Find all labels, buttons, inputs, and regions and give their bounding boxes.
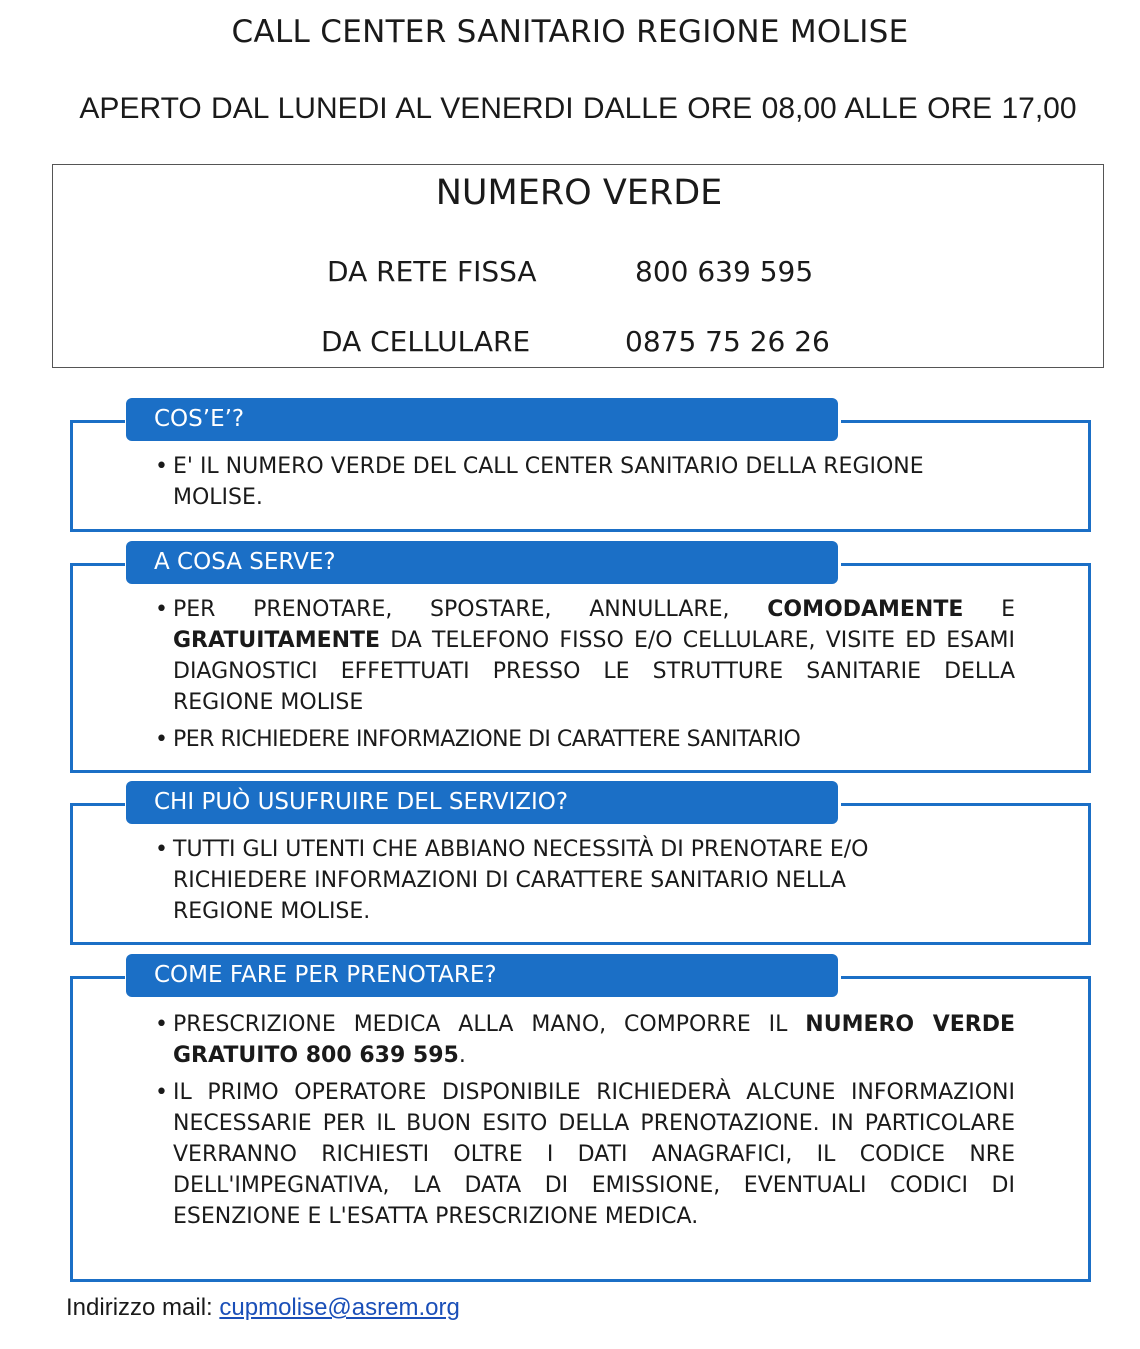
- landline-number: 800 639 595: [635, 255, 814, 288]
- section-border: [73, 803, 125, 806]
- section-title: COS’E’?: [126, 398, 838, 441]
- section-who-can-use: [70, 789, 1091, 945]
- section-border: [73, 976, 125, 979]
- section-title: COME FARE PER PRENOTARE?: [126, 954, 838, 997]
- list-item: [155, 834, 953, 927]
- bullet-text: E: [963, 597, 1015, 622]
- section-border: [841, 420, 1088, 423]
- bullet-list: [155, 594, 1015, 755]
- mobile-label: DA CELLULARE: [321, 325, 531, 358]
- bullet-bold-text: NUMERO VERDE GRATUITO 800 639 595: [173, 1012, 1015, 1068]
- bullet-icon: •: [155, 837, 168, 862]
- bullet-text: DA TELEFONO FISSO E/O CELLULARE, VISITE ED ESAMI DIAGNOSTICI EFFETTUATI PRESSO LE STRUTTURE SANITARIE DELLA REGIONE MOLISE: [173, 628, 1015, 715]
- section-border: [841, 803, 1088, 806]
- bullet-text: PER PRENOTARE, SPOSTARE, ANNULLARE,: [173, 597, 768, 622]
- section-how-to-book: [70, 962, 1091, 1282]
- section-title: A COSA SERVE?: [126, 541, 838, 584]
- section-border: [841, 563, 1088, 566]
- mobile-number: 0875 75 26 26: [625, 325, 830, 358]
- section-border: [841, 976, 1088, 979]
- bullet-text: TUTTI GLI UTENTI CHE ABBIANO NECESSITÀ DI PRENOTARE E/O RICHIEDERE INFORMAZIONI DI CARATTERE SANITARIO NELLA REGIONE MOLISE.: [173, 837, 869, 924]
- section-border: [73, 563, 125, 566]
- bullet-list: [155, 1009, 1015, 1232]
- bullet-text: PRESCRIZIONE MEDICA ALLA MANO, COMPORRE IL: [173, 1012, 806, 1037]
- bullet-bold-text: COMODAMENTE: [767, 597, 964, 622]
- email-line: [66, 1294, 460, 1322]
- list-item: [155, 451, 1015, 513]
- list-item: [155, 1009, 1015, 1071]
- bullet-list: [155, 834, 1015, 927]
- phone-box: [52, 164, 1104, 368]
- list-item: [155, 724, 1015, 755]
- list-item: [155, 1077, 1015, 1232]
- section-title: CHI PUÒ USUFRUIRE DEL SERVIZIO?: [126, 781, 838, 824]
- phone-heading: NUMERO VERDE: [435, 173, 723, 213]
- bullet-icon: •: [155, 727, 168, 752]
- bullet-icon: •: [155, 1012, 168, 1037]
- bullet-text: .: [458, 1043, 466, 1068]
- bullet-bold-text: GRATUITAMENTE: [173, 628, 381, 653]
- section-purpose: [70, 549, 1091, 773]
- landline-label: DA RETE FISSA: [327, 255, 537, 288]
- bullet-text: IL PRIMO OPERATORE DISPONIBILE RICHIEDERÀ ALCUNE INFORMAZIONI NECESSARIE PER IL BUON ESITO DELLA PRENOTAZIONE. IN PARTICOLARE VERRANNO RICHIESTI OLTRE I DATI ANAGRAFICI, IL CODICE NRE DELL'IMPEGNATIVA, LA DATA DI EMISSIONE, EVENTUALI CODICI DI ESENZIONE E L'ESATTA PRESCRIZIONE MEDICA.: [173, 1080, 1015, 1229]
- section-border: [73, 420, 125, 423]
- section-what-is-it: [70, 406, 1091, 532]
- bullet-icon: •: [155, 597, 168, 622]
- bullet-list: [155, 451, 1015, 513]
- opening-hours: APERTO DAL LUNEDI AL VENERDI DALLE ORE 08,00 ALLE ORE 17,00: [79, 92, 1077, 125]
- bullet-text: PER RICHIEDERE INFORMAZIONE DI CARATTERE SANITARIO: [173, 727, 801, 752]
- bullet-icon: •: [155, 1080, 168, 1105]
- email-link[interactable]: cupmolise@asrem.org: [219, 1294, 460, 1321]
- email-label: Indirizzo mail:: [66, 1294, 220, 1321]
- list-item: [155, 594, 1015, 718]
- bullet-icon: •: [155, 454, 168, 479]
- bullet-text: E' IL NUMERO VERDE DEL CALL CENTER SANITARIO DELLA REGIONE MOLISE.: [173, 454, 924, 510]
- page-title: CALL CENTER SANITARIO REGIONE MOLISE: [231, 14, 909, 50]
